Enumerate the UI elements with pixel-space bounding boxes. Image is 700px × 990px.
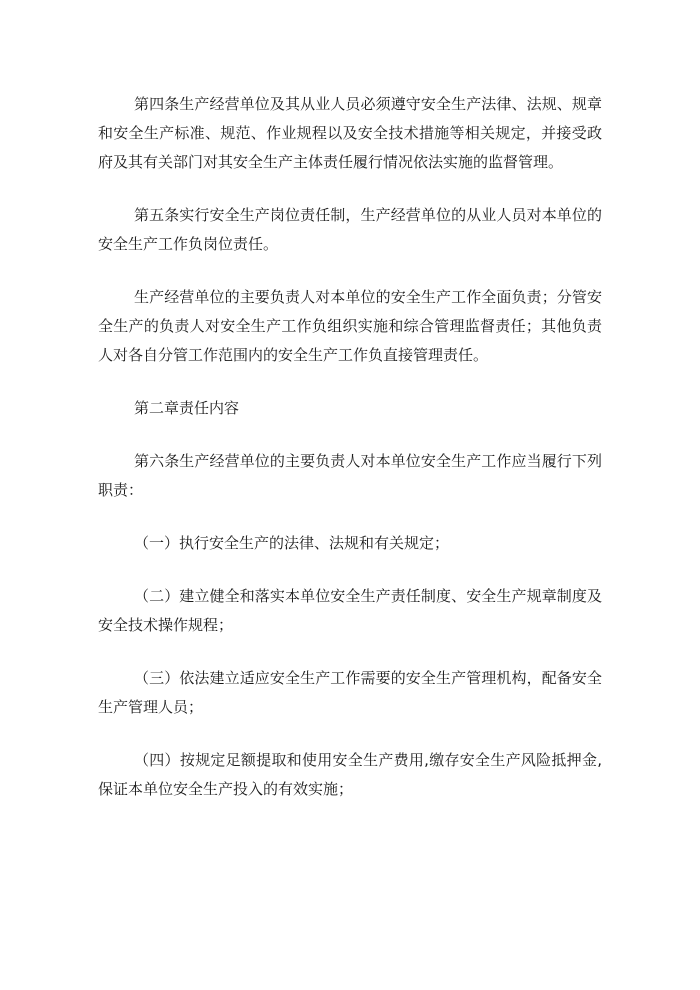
document-body xyxy=(98,90,602,828)
duty-item-1: （一）执行安全生产的法律、法规和有关规定； xyxy=(134,534,450,552)
duty-item-3: （三）依法建立适应安全生产工作需要的安全生产管理机构，配备安全生产管理人员； xyxy=(98,669,602,716)
chapter-2-heading: 第二章责任内容 xyxy=(134,399,240,417)
duty-item-2: （二）建立健全和落实本单位安全生产责任制度、安全生产规章制度及安全技术操作规程； xyxy=(98,587,602,634)
responsibility-paragraph: 生产经营单位的主要负责人对本单位的安全生产工作全面负责；分管安全生产的负责人对安全生产工作负组织实施和综合管理监督责任；其他负责人对各自分管工作范围内的安全生产工作负直接管理责任。 xyxy=(98,288,602,364)
article-6-paragraph: 第六条生产经营单位的主要负责人对本单位安全生产工作应当履行下列职责： xyxy=(98,452,602,499)
article-4-paragraph: 第四条生产经营单位及其从业人员必须遵守安全生产法律、法规、规章和安全生产标准、规范、作业规程以及安全技术措施等相关规定，并接受政府及其有关部门对其安全生产主体责任履行情况依法实施的监督管理。 xyxy=(98,95,602,171)
article-5-paragraph: 第五条实行安全生产岗位责任制，生产经营单位的从业人员对本单位的安全生产工作负岗位责任。 xyxy=(98,206,602,253)
duty-item-4: （四）按规定足额提取和使用安全生产费用,缴存安全生产风险抵押金,保证本单位安全生产投入的有效实施； xyxy=(98,751,602,798)
